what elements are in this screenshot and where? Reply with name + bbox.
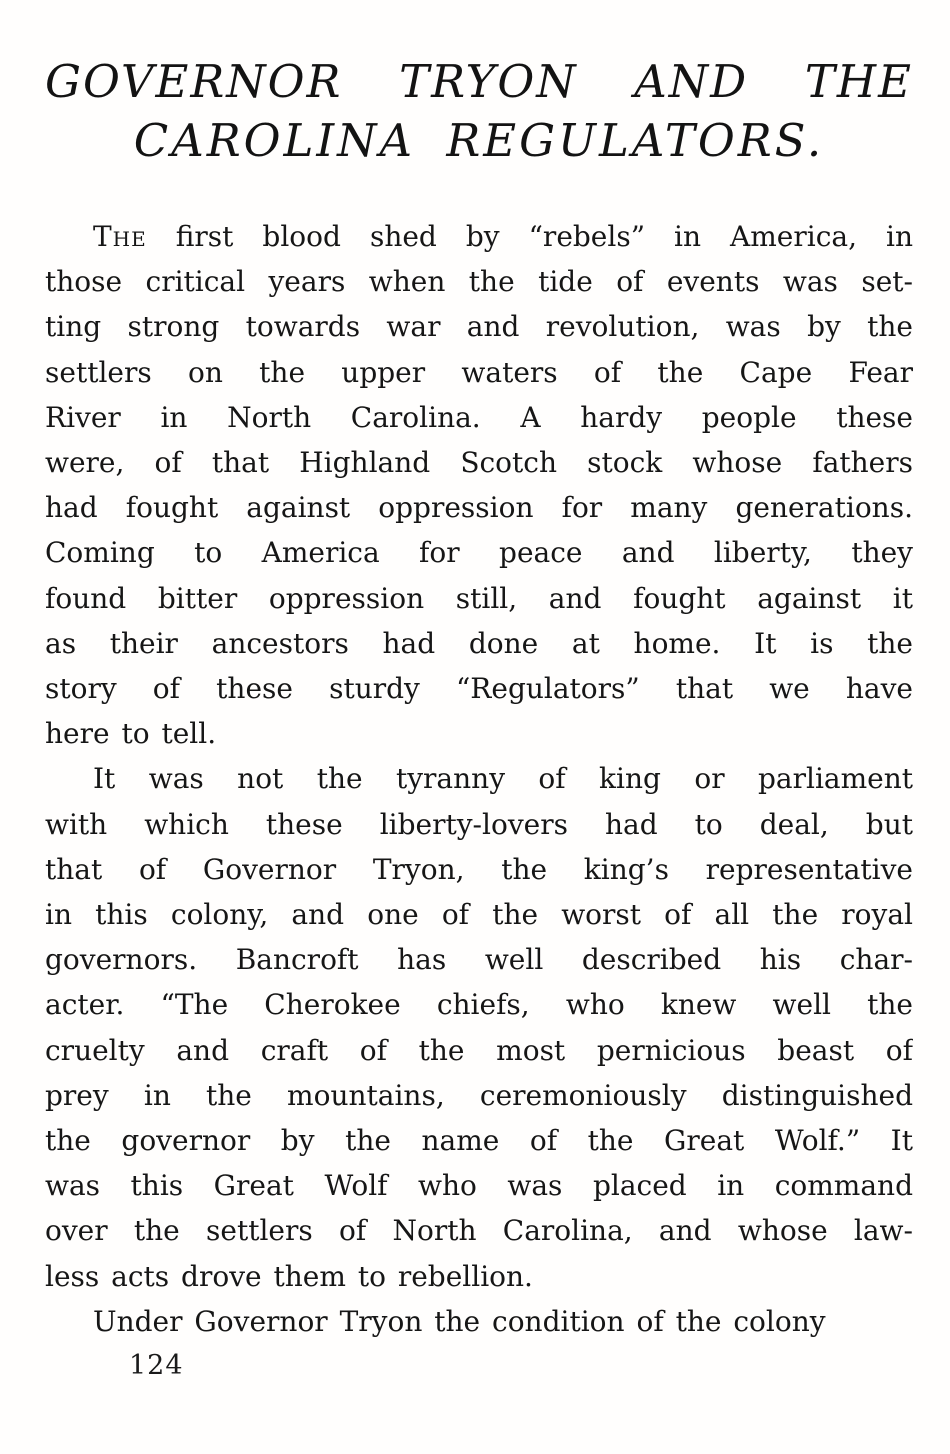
text-line: those critical years when the tide of events was set- xyxy=(45,265,913,299)
text-line: in this colony, and one of the worst of all the royal xyxy=(45,898,913,932)
text-line: found bitter oppression still, and fought against it xyxy=(45,581,913,615)
lead-word-smallcaps: The xyxy=(93,220,147,253)
text-line: less acts drove them to rebellion. xyxy=(45,1259,533,1293)
text-line: was this Great Wolf who was placed in command xyxy=(45,1169,913,1203)
text-line: as their ancestors had done at home. It is the xyxy=(45,626,913,660)
paragraph xyxy=(45,756,913,1298)
text-line: acter. “The Cherokee chiefs, who knew well the xyxy=(45,988,913,1022)
text-line: the governor by the name of the Great Wolf.” It xyxy=(45,1124,913,1158)
text-line: over the settlers of North Carolina, and whose law- xyxy=(45,1214,913,1248)
text-line: here to tell. xyxy=(45,717,217,751)
text-line: The first blood shed by “rebels” in America, in xyxy=(93,220,913,253)
text-line: that of Governor Tryon, the king’s representative xyxy=(45,852,913,886)
text-line: cruelty and craft of the most pernicious beast of xyxy=(45,1033,913,1067)
text-line: governors. Bancroft has well described his char- xyxy=(45,943,913,977)
body-text xyxy=(45,214,913,1344)
text-line: had fought against oppression for many generations. xyxy=(45,491,913,525)
text-line: were, of that Highland Scotch stock whose fathers xyxy=(45,446,913,480)
paragraph xyxy=(45,214,913,756)
text-line: Under Governor Tryon the condition of the colony xyxy=(93,1304,826,1338)
text-line: with which these liberty-lovers had to deal, but xyxy=(45,807,913,841)
text-line: settlers on the upper waters of the Cape Fear xyxy=(45,355,913,389)
text-line: Coming to America for peace and liberty, they xyxy=(45,536,913,570)
page-number: 124 xyxy=(129,1350,184,1382)
text-line: It was not the tyranny of king or parliament xyxy=(93,762,913,796)
text-line: prey in the mountains, ceremoniously distinguished xyxy=(45,1078,913,1112)
text-line: story of these sturdy “Regulators” that we have xyxy=(45,672,913,706)
paragraph xyxy=(45,1299,913,1344)
chapter-title xyxy=(45,52,913,170)
text-line: ting strong towards war and revolution, was by the xyxy=(45,310,913,344)
chapter-title-line1: GOVERNOR TRYON AND THE xyxy=(45,55,913,108)
chapter-title-line2: CAROLINA REGULATORS. xyxy=(133,114,825,167)
text-line: River in North Carolina. A hardy people these xyxy=(45,400,913,434)
